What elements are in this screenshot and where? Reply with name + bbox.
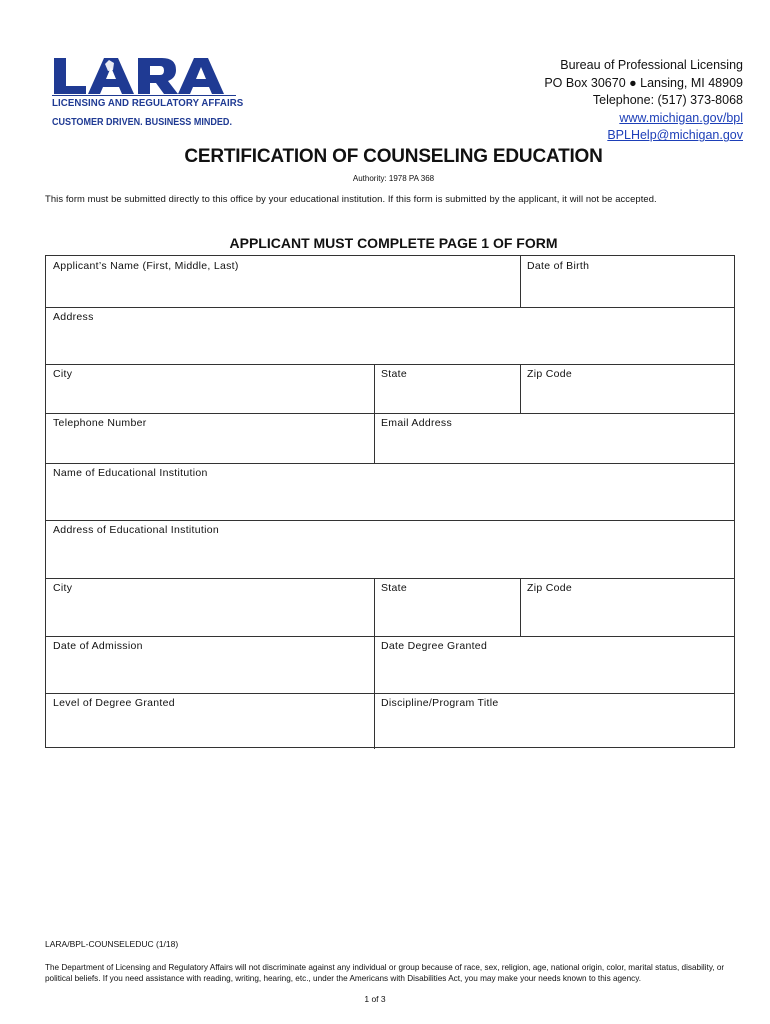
level-of-degree-label: Level of Degree Granted [53, 697, 175, 709]
discipline-program-label: Discipline/Program Title [381, 697, 499, 709]
nondiscrimination-statement: The Department of Licensing and Regulatory Affairs will not discriminate against any individual or group because of race, sex, religion, age, national origin, color, marital status, disability, or political beliefs. If you need assistance with reading, writing, hearing, etc., under the Americans with Disabilities Act, you may make your needs known to this agency. [45, 963, 725, 983]
applicant-name-field[interactable] [46, 256, 520, 307]
telephone-label: Telephone Number [53, 417, 147, 429]
authority-text: Authority: 1978 PA 368 [352, 174, 435, 183]
city-label: City [53, 368, 73, 380]
institution-name-field[interactable] [46, 463, 736, 520]
institution-state-field[interactable] [374, 578, 520, 636]
bureau-name: Bureau of Professional Licensing [560, 58, 743, 72]
logo-tagline-agency: LICENSING AND REGULATORY AFFAIRS [52, 97, 244, 109]
institution-address-field[interactable] [46, 520, 736, 578]
institution-state-label: State [381, 582, 408, 594]
bureau-contact-block [544, 57, 743, 145]
date-of-birth-field[interactable] [520, 256, 736, 307]
discipline-program-field[interactable] [374, 693, 736, 749]
form-code: LARA/BPL-COUNSELEDUC (1/18) [45, 939, 179, 949]
section-title: APPLICANT MUST COMPLETE PAGE 1 OF FORM [229, 235, 558, 251]
institution-zip-field[interactable] [520, 578, 736, 636]
logo-tagline-motto: CUSTOMER DRIVEN. BUSINESS MINDED. [52, 116, 232, 128]
bureau-website-link[interactable]: www.michigan.gov/bpl [619, 110, 743, 125]
date-of-birth-label: Date of Birth [527, 260, 590, 272]
bureau-po-box: PO Box 30670 ● Lansing, MI 48909 [544, 75, 743, 90]
address-label: Address [53, 311, 94, 323]
zip-code-field[interactable] [520, 364, 736, 413]
state-label: State [381, 368, 408, 380]
bureau-email-link[interactable]: BPLHelp@michigan.gov [607, 128, 743, 143]
institution-zip-label: Zip Code [527, 582, 573, 594]
telephone-field[interactable] [46, 413, 374, 463]
applicant-name-label: Applicant’s Name (First, Middle, Last) [53, 260, 239, 272]
submission-notice: This form must be submitted directly to this office by your educational institution. If this form is submitted by the applicant, it will not be accepted. [45, 193, 657, 204]
institution-city-field[interactable] [46, 578, 374, 636]
state-field[interactable] [374, 364, 520, 413]
email-label: Email Address [381, 417, 453, 429]
date-degree-granted-label: Date Degree Granted [381, 640, 488, 652]
email-field[interactable] [374, 413, 736, 463]
bureau-telephone: Telephone: (517) 373-8068 [592, 93, 743, 108]
institution-address-label: Address of Educational Institution [53, 524, 220, 536]
page-number: 1 of 3 [364, 994, 386, 1004]
applicant-form [45, 255, 735, 748]
zip-code-label: Zip Code [527, 368, 573, 380]
date-of-admission-field[interactable] [46, 636, 374, 693]
city-field[interactable] [46, 364, 374, 413]
address-field[interactable] [46, 307, 736, 364]
form-title: CERTIFICATION OF COUNSELING EDUCATION [184, 146, 603, 167]
date-degree-granted-field[interactable] [374, 636, 736, 693]
institution-city-label: City [53, 582, 73, 594]
institution-name-label: Name of Educational Institution [53, 467, 208, 479]
lara-wordmark-icon [52, 56, 236, 96]
lara-logo [52, 56, 244, 130]
date-of-admission-label: Date of Admission [53, 640, 143, 652]
level-of-degree-field[interactable] [46, 693, 374, 749]
